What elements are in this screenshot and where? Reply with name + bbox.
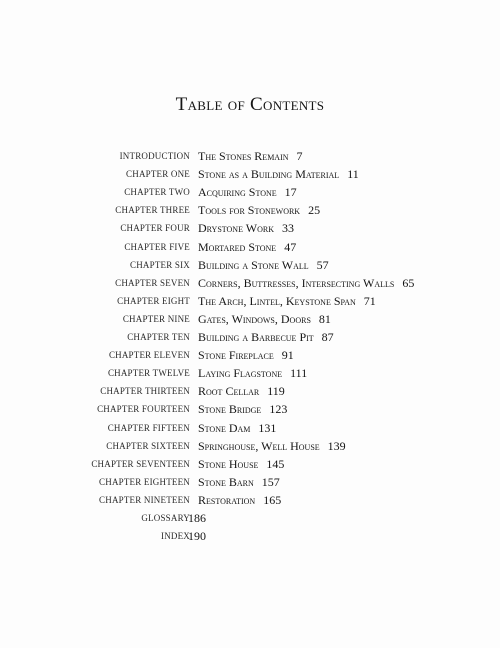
toc-chapter-label: CHAPTER SEVEN (115, 277, 190, 288)
toc-page-number: 81 (318, 311, 331, 326)
toc-page-number: 165 (263, 492, 282, 507)
toc-entry (198, 165, 359, 183)
toc-page-number: 190 (188, 529, 206, 544)
toc-chapter-label: GLOSSARY (141, 513, 190, 523)
toc-row (0, 310, 500, 328)
toc-page-number: 25 (308, 203, 321, 218)
toc-entry (198, 292, 376, 310)
toc-chapter-label: INTRODUCTION (119, 151, 190, 161)
toc-entry (198, 364, 307, 382)
toc-page-number: 123 (269, 402, 288, 417)
toc-row (0, 346, 500, 364)
toc-entry (198, 328, 334, 346)
toc-page-number: 17 (284, 185, 297, 200)
toc-entry (198, 183, 297, 201)
toc-entry (198, 219, 294, 237)
toc-entry-title: Tools for Stonework (198, 203, 301, 218)
toc-row (0, 400, 500, 418)
toc-chapter-label: INDEX (161, 531, 190, 542)
toc-page-number: 11 (347, 167, 359, 182)
toc-entry-title: Root Cellar (198, 384, 260, 399)
toc-page-number: 186 (188, 511, 206, 525)
toc-entry (198, 238, 296, 256)
toc-entry (198, 274, 414, 292)
toc-row (0, 219, 500, 237)
toc-row (0, 491, 500, 509)
toc-entry-title: Mortared Stone (198, 239, 277, 254)
toc-entry-title: Stone Fireplace (198, 348, 274, 363)
toc-row (0, 473, 500, 491)
toc-page-number: 131 (258, 420, 277, 435)
toc-row (0, 455, 500, 473)
toc-entry-title: Laying Flagstone (198, 366, 283, 381)
toc-chapter-label: CHAPTER SEVENTEEN (91, 458, 190, 469)
toc-entry (198, 310, 331, 328)
toc-chapter-label: CHAPTER TWELVE (107, 368, 190, 379)
toc-entry-title: Gates, Windows, Doors (198, 311, 311, 326)
toc-chapter-label: CHAPTER FIFTEEN (107, 422, 190, 433)
toc-chapter-label: CHAPTER SIXTEEN (106, 440, 190, 451)
toc-entry-title: Stone Barn (198, 474, 254, 489)
toc-entry-title: Springhouse, Well House (198, 438, 320, 453)
toc-chapter-label: CHAPTER ONE (126, 169, 190, 180)
toc-row (0, 238, 500, 256)
toc-row (0, 437, 500, 455)
toc-entry (198, 473, 280, 491)
toc-entry-title: Stone as a Building Material (198, 167, 340, 182)
toc-entry (188, 509, 206, 527)
toc-page-number: 119 (267, 384, 285, 399)
toc-row (0, 274, 500, 292)
toc-entry-title: Drystone Work (198, 221, 274, 236)
toc-chapter-label: CHAPTER THIRTEEN (100, 386, 190, 397)
toc-row (0, 364, 500, 382)
toc-page-number: 87 (321, 330, 334, 344)
toc-row (0, 256, 500, 274)
toc-page-number: 91 (281, 348, 294, 363)
toc-entry-title: The Stones Remain (198, 149, 289, 163)
toc-row (0, 147, 500, 165)
toc-row (0, 527, 500, 545)
toc-page-number: 7 (296, 149, 303, 163)
toc-page-number: 71 (363, 293, 376, 308)
toc-chapter-label: CHAPTER FIVE (124, 241, 190, 252)
toc-page-number: 157 (261, 474, 280, 489)
toc-row (0, 328, 500, 346)
toc-row (0, 509, 500, 527)
toc-row (0, 201, 500, 219)
toc-entry-title: Building a Barbecue Pit (198, 330, 314, 344)
toc-row (0, 419, 500, 437)
toc-entry-title: The Arch, Lintel, Keystone Span (198, 293, 356, 308)
toc-entry (198, 382, 285, 400)
toc-row (0, 183, 500, 201)
toc-chapter-label: CHAPTER TWO (124, 187, 190, 198)
toc-entry-title: Acquiring Stone (198, 185, 277, 200)
toc-page-number: 111 (290, 366, 308, 381)
toc-chapter-label: CHAPTER FOURTEEN (97, 404, 190, 415)
toc-row (0, 292, 500, 310)
toc-page-number: 33 (281, 221, 294, 236)
toc-chapter-label: CHAPTER EIGHT (117, 295, 190, 306)
toc-entry-title: Stone House (198, 456, 259, 471)
toc-chapter-label: CHAPTER NINETEEN (99, 494, 190, 505)
toc-entry (198, 455, 284, 473)
page-title: Table of Contents (175, 94, 325, 115)
toc-entry-title: Stone Dam (198, 420, 251, 435)
toc-page-number: 139 (327, 438, 346, 453)
toc-chapter-label: CHAPTER EIGHTEEN (99, 476, 190, 487)
toc-entry (198, 147, 303, 165)
toc-entry (198, 256, 329, 274)
toc-page-number: 47 (284, 239, 297, 254)
toc-chapter-label: CHAPTER FOUR (120, 223, 190, 234)
toc-entry-title: Restoration (198, 492, 256, 507)
toc-page-number: 65 (402, 275, 415, 290)
toc-row (0, 382, 500, 400)
toc-row (0, 165, 500, 183)
toc-entry-title: Corners, Buttresses, Intersecting Walls (198, 275, 395, 290)
toc-entry-title: Stone Bridge (198, 402, 262, 417)
toc-chapter-label: CHAPTER SIX (130, 259, 190, 270)
toc-entry (198, 346, 294, 364)
toc-chapter-label: CHAPTER TEN (127, 332, 190, 342)
toc-entry (198, 400, 287, 418)
toc-entry (188, 527, 206, 545)
toc-entry (198, 491, 281, 509)
toc-entry (198, 437, 346, 455)
toc-page-number: 145 (266, 456, 285, 471)
toc-chapter-label: CHAPTER ELEVEN (108, 350, 190, 361)
toc-chapter-label: CHAPTER THREE (115, 205, 190, 216)
toc-entry (198, 201, 320, 219)
toc-entry (198, 419, 276, 437)
toc-chapter-label: CHAPTER NINE (122, 313, 190, 324)
toc-page-number: 57 (316, 257, 329, 272)
toc-entry-title: Building a Stone Wall (198, 257, 309, 272)
